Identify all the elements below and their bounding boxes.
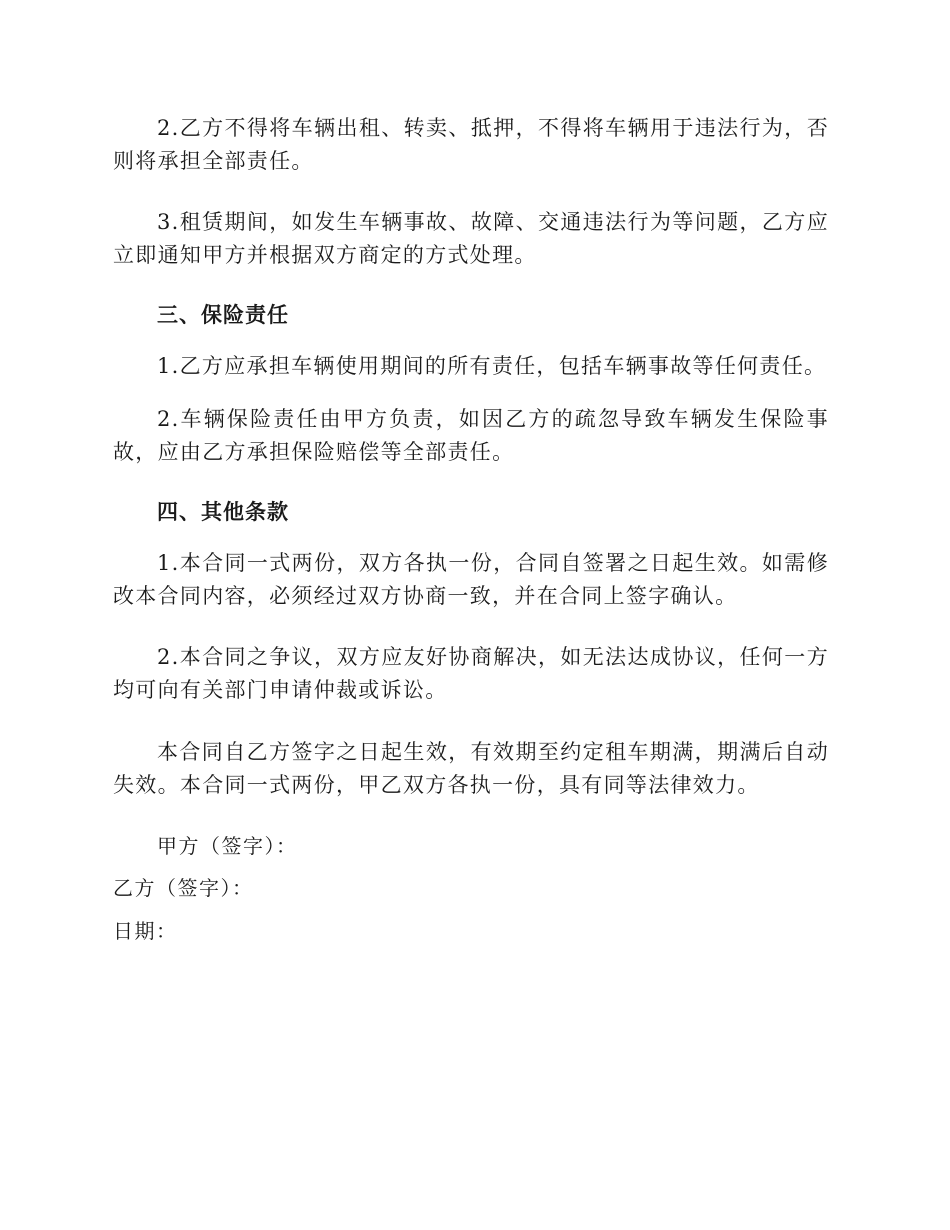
- section-3-heading: 三、保险责任: [157, 303, 289, 327]
- date-label: 日期：: [113, 919, 178, 943]
- closing-paragraph: 本合同自乙方签字之日起生效，有效期至约定租车期满，期满后自动失效。本合同一式两份，甲乙双方各执一份，具有同等法律效力。: [113, 740, 829, 797]
- clause-4-1: 1.本合同一式两份，双方各执一份，合同自签署之日起生效。如需修改本合同内容，必须经过双方协商一致，并在合同上签字确认。: [113, 551, 829, 608]
- party-b-signature-label: 乙方（签字）：: [113, 876, 254, 900]
- party-a-signature-label: 甲方（签字）：: [157, 834, 298, 858]
- clause-3-1: 1.乙方应承担车辆使用期间的所有责任，包括车辆事故等任何责任。: [157, 354, 827, 378]
- section-4-heading: 四、其他条款: [157, 500, 289, 524]
- clause-3-2: 2.车辆保险责任由甲方负责，如因乙方的疏忽导致车辆发生保险事故，应由乙方承担保险赔偿等全部责任。: [113, 407, 829, 464]
- clause-4-2: 2.本合同之争议，双方应友好协商解决，如无法达成协议，任何一方均可向有关部门申请仲裁或诉讼。: [113, 645, 829, 702]
- clause-2-2: 2.乙方不得将车辆出租、转卖、抵押，不得将车辆用于违法行为，否则将承担全部责任。: [113, 116, 829, 173]
- clause-2-3: 3.租赁期间，如发生车辆事故、故障、交通违法行为等问题，乙方应立即通知甲方并根据双方商定的方式处理。: [113, 210, 829, 267]
